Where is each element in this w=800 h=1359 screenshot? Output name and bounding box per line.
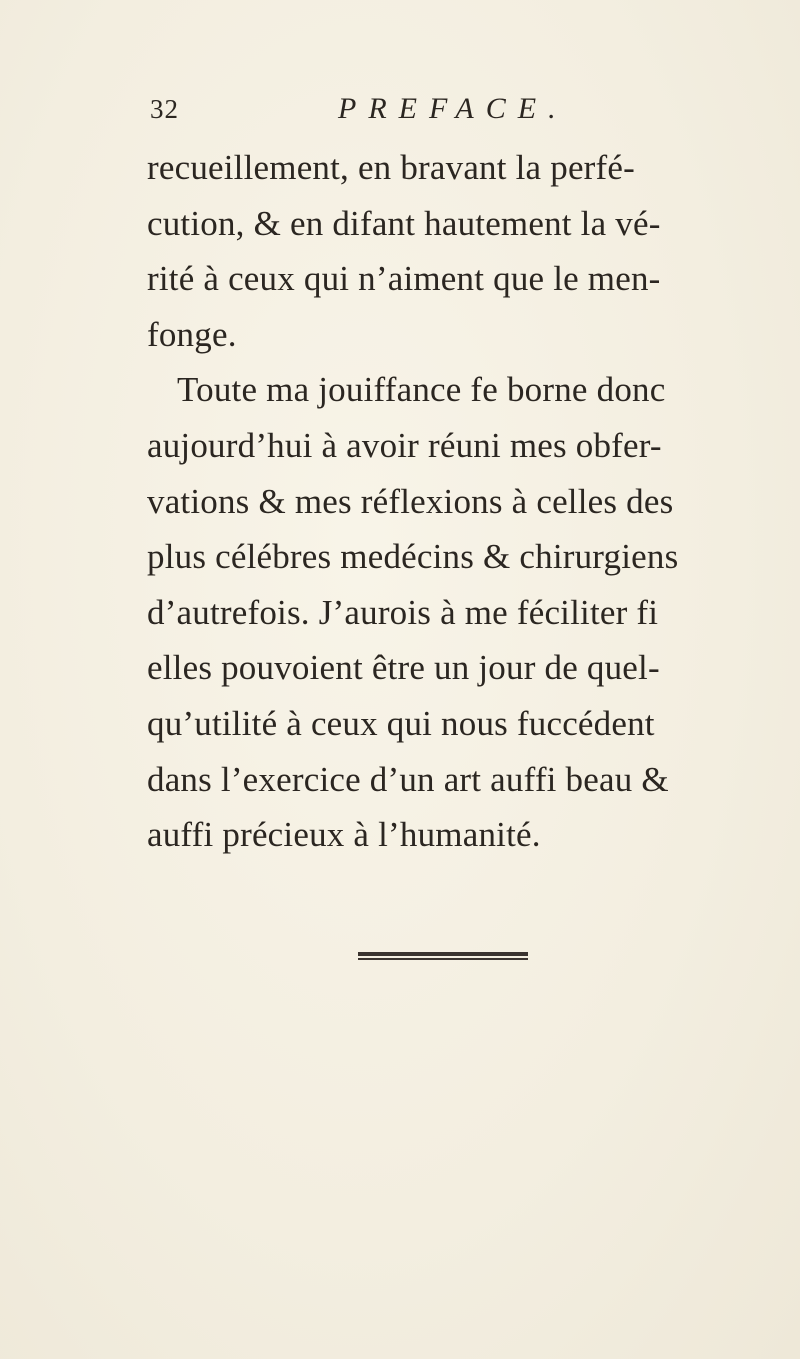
running-head (0, 92, 800, 132)
text-line: qu’utilité à ceux qui nous fuccédent (147, 703, 655, 743)
end-rule-thick (358, 952, 528, 956)
text-line: rité à ceux qui n’aiment que le men- (147, 259, 661, 299)
text-line: plus célébres medécins & chirurgiens (147, 537, 679, 577)
end-rule-thin (358, 958, 528, 960)
text-line: cution, & en difant hautement la vé- (147, 203, 661, 243)
text-line: vations & mes réflexions à celles des (147, 481, 674, 521)
text-line: recueillement, en bravant la perfé- (147, 148, 635, 187)
running-title: PREFACE. (338, 92, 568, 125)
end-rule (358, 952, 528, 960)
text-line: aujourd’hui à avoir réuni mes obfer- (147, 425, 662, 465)
text-line: Toute ma jouiffance fe borne donc (177, 370, 666, 410)
body-text (147, 140, 767, 863)
text-line: auffi précieux à l’humanité. (147, 815, 541, 855)
text-line: d’autrefois. J’aurois à me féciliter fi (147, 592, 659, 632)
text-line: fonge. (147, 314, 237, 354)
text-line: dans l’exercice d’un art auffi beau & (147, 759, 669, 799)
page-number: 32 (150, 94, 179, 124)
text-line: elles pouvoient être un jour de quel- (147, 648, 660, 688)
